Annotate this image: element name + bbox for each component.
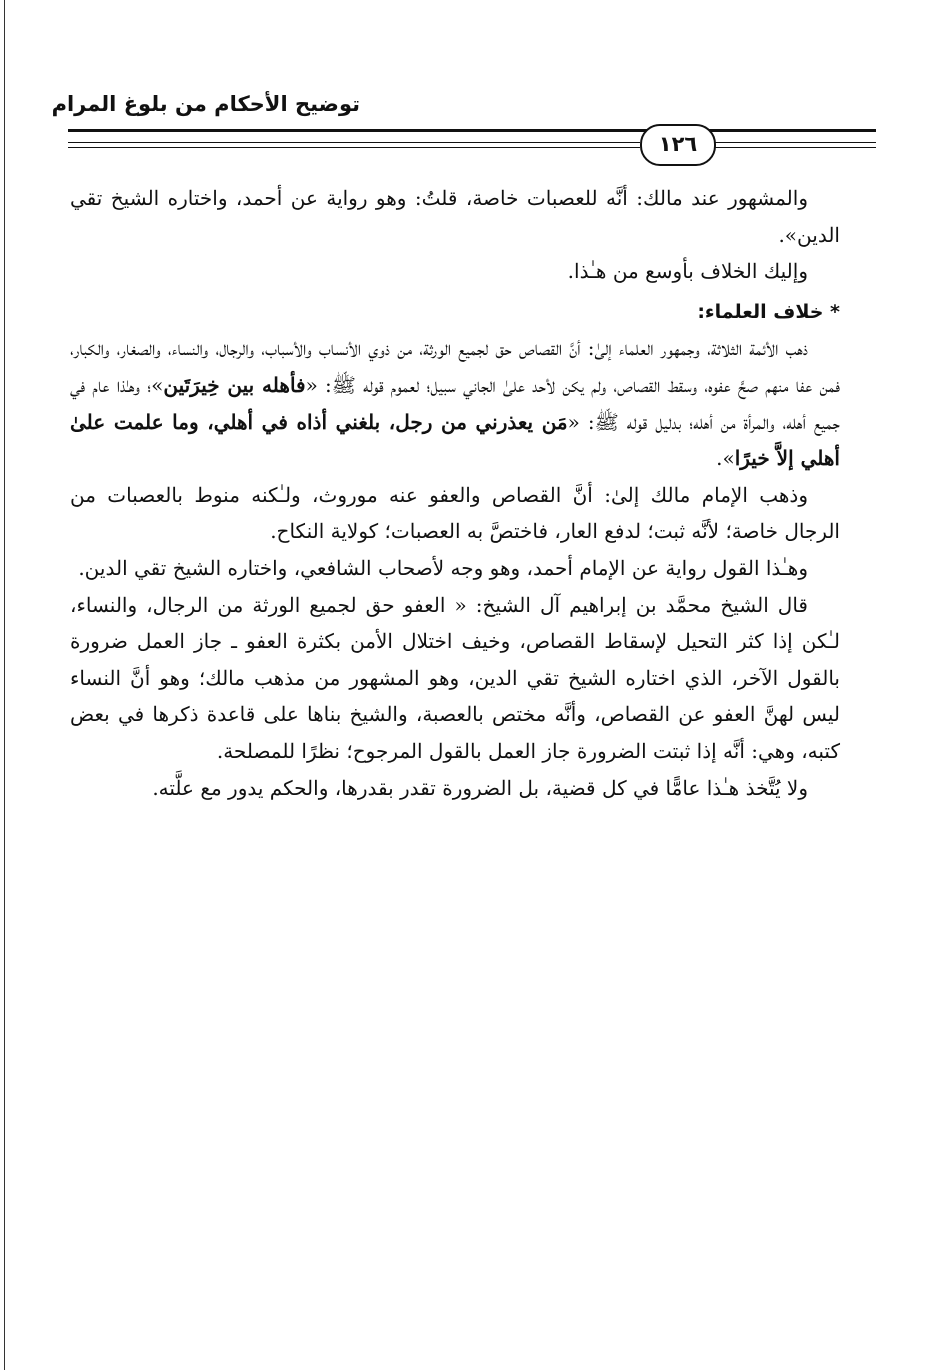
header-rule-thin — [712, 147, 876, 148]
paragraph: وإليك الخلاف بأوسع من هـٰذا. — [567, 259, 808, 284]
header-rule-thick — [68, 129, 876, 132]
header-rule-thin — [712, 142, 876, 143]
header-rule-thin — [68, 147, 640, 148]
section-heading: * خلاف العلماء: — [697, 300, 840, 323]
text-run: ذهب الأئمة الثلاثة، وجمهور العلماء إلىٰ: أنَّ القصاص حق لجميع الورثة، من ذوي الأنساب والأسباب، والرجال، والنساء، والصغار، والكبار، فمن عفا منهم صحَّ عفوه، وسقط القصاص، ولم يكن لأحد علىٰ الجاني سبيل؛ لعموم قوله ﷺ: « — [70, 336, 840, 397]
hadith-quote: فأهله بين خِيرَتَين — [163, 372, 306, 397]
page-number-badge: ١٢٦ — [640, 124, 716, 166]
paragraph: والمشهور عند مالك: أنَّه للعصبات خاصة، قلتُ: وهو رواية عن أحمد، واختاره الشيخ تقي الدين». — [70, 186, 840, 247]
paragraph: ولا يُتَّخذ هـٰذا عامًّا في كل قضية، بل الضرورة تقدر بقدرها، والحكم يدور مع علَّته. — [152, 775, 808, 800]
page-edge-line — [4, 0, 5, 1370]
running-header-title: توضيح الأحكام من بلوغ المرام — [51, 92, 360, 116]
text-run: »؛ وهـٰذا عام في جميع أهله، والمرأة من أهله؛ بدليل قوله ﷺ: « — [70, 372, 840, 434]
paragraph: قال الشيخ محمَّد بن إبراهيم آل الشيخ: « العفو حق لجميع الورثة من الرجال، والنساء، لـٰكن إذا كثر التحيل لإسقاط القصاص، وخيف اختلال الأمن بكثرة العفو ـ جاز العمل ضرورة بالقول الآخر، الذي اختاره الشيخ تقي الدين، وهو المشهور من مذهب مالك؛ وهو أنَّ النساء ليس لهنَّ العفو عن القصاص، وأنَّه مختص بالعصبة، والشيخ بناها على قاعدة ذكرها في بعض كتبه، وهي: أنَّه إذا ثبتت الضرورة جاز العمل بالقول المرجوح؛ نظرًا للمصلحة. — [70, 592, 841, 763]
header-rule-thin — [68, 142, 640, 143]
text-run: ». — [716, 446, 735, 471]
paragraph — [70, 330, 840, 476]
hadith-quote: مَن يعذرني من رجل، بلغني أذاه في أهلي، وما علمت علىٰ أهلي إلاَّ خيرًا — [70, 409, 840, 471]
paragraph: وذهب الإمام مالك إلىٰ: أنَّ القصاص والعفو عنه موروث، ولـٰكنه منوط بالعصبات من الرجال خاصة؛ لأنَّه ثبت؛ لدفع العار، فاختصَّ به العصبات؛ كولاية النكاح. — [70, 482, 840, 544]
paragraph: وهـٰذا القول رواية عن الإمام أحمد، وهو وجه لأصحاب الشافعي، واختاره الشيخ تقي الدين. — [78, 555, 808, 580]
body-text — [70, 180, 840, 806]
